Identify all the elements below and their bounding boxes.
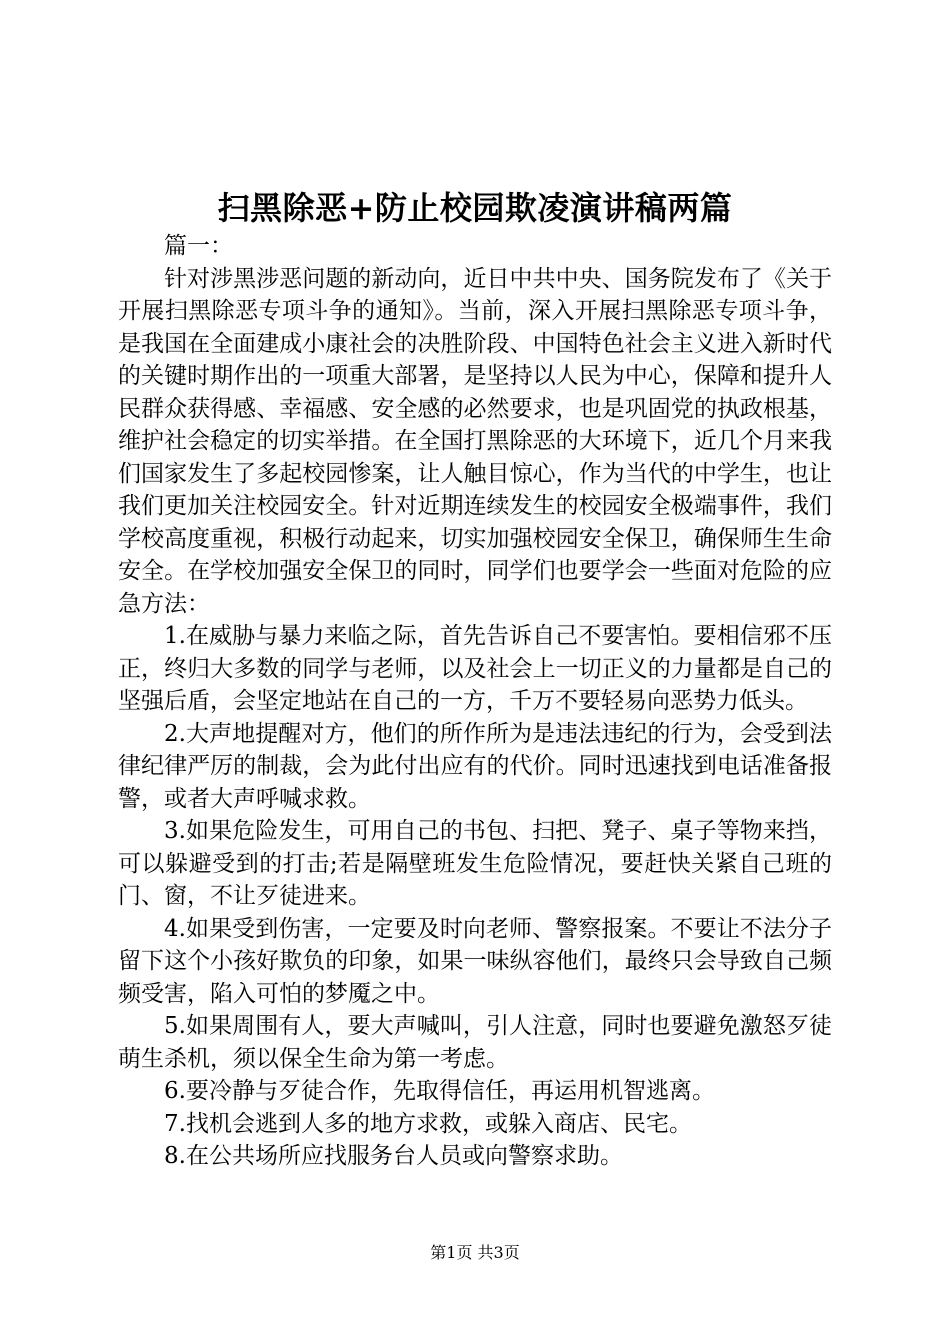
paragraph-item-6: 6.要冷静与歹徒合作，先取得信任，再运用机智逃离。 — [164, 1078, 715, 1104]
document-title: 扫黑除恶+防止校园欺凌演讲稿两篇 — [217, 189, 733, 227]
paragraph-item-3: 3.如果危险发生，可用自己的书包、扫把、凳子、桌子等物来挡，可以躲避受到的打击;若是隔壁班发生危险情况，要赶快关紧自己班的门、窗，不让歹徒进来。 — [118, 818, 832, 909]
paragraph-item-2: 2.大声地提醒对方，他们的所作所为是违法违纪的行为，会受到法律纪律严厉的制裁，会为此付出应有的代价。同时迅速找到电话准备报警，或者大声呼喊求救。 — [118, 720, 832, 812]
paragraph-item-1: 1.在威胁与暴力来临之际，首先告诉自己不要害怕。要相信邪不压正，终归大多数的同学与老师，以及社会上一切正义的力量都是自己的坚强后盾，会坚定地站在自己的一方，千万不要轻易向恶势力低头。 — [118, 623, 832, 714]
document-body — [118, 230, 832, 1173]
paragraph-item-8: 8.在公共场所应找服务台人员或向警察求助。 — [164, 1143, 623, 1169]
section-label: 篇一： — [164, 233, 233, 259]
paragraph-intro: 针对涉黑涉恶问题的新动向，近日中共中央、国务院发布了《关于开展扫黑除恶专项斗争的通知》。当前，深入开展扫黑除恶专项斗争，是我国在全面建成小康社会的决胜阶段、中国特色社会主义进入新时代的关键时期作出的一项重大部署，是坚持以人民为中心，保障和提升人民群众获得感、幸福感、安全感的必然要求，也是巩固党的执政根基，维护社会稳定的切实举措。在全国打黑除恶的大环境下，近几个月来我们国家发生了多起校园惨案，让人触目惊心，作为当代的中学生，也让我们更加关注校园安全。针对近期连续发生的校园安全极端事件，我们学校高度重视，积极行动起来，切实加强校园安全保卫，确保师生生命安全。在学校加强安全保卫的同时，同学们也要学会一些面对危险的应急方法： — [118, 265, 832, 617]
page-footer: 第1页 共3页 — [430, 1243, 520, 1262]
paragraph-item-4: 4.如果受到伤害，一定要及时向老师、警察报案。不要让不法分子留下这个小孩好欺负的印象，如果一味纵容他们，最终只会导致自己频频受害，陷入可怕的梦魇之中。 — [118, 915, 832, 1007]
paragraph-item-7: 7.找机会逃到人多的地方求救，或躲入商店、民宅。 — [164, 1110, 692, 1137]
paragraph-item-5: 5.如果周围有人，要大声喊叫，引人注意，同时也要避免激怒歹徒萌生杀机，须以保全生命为第一考虑。 — [118, 1013, 832, 1072]
